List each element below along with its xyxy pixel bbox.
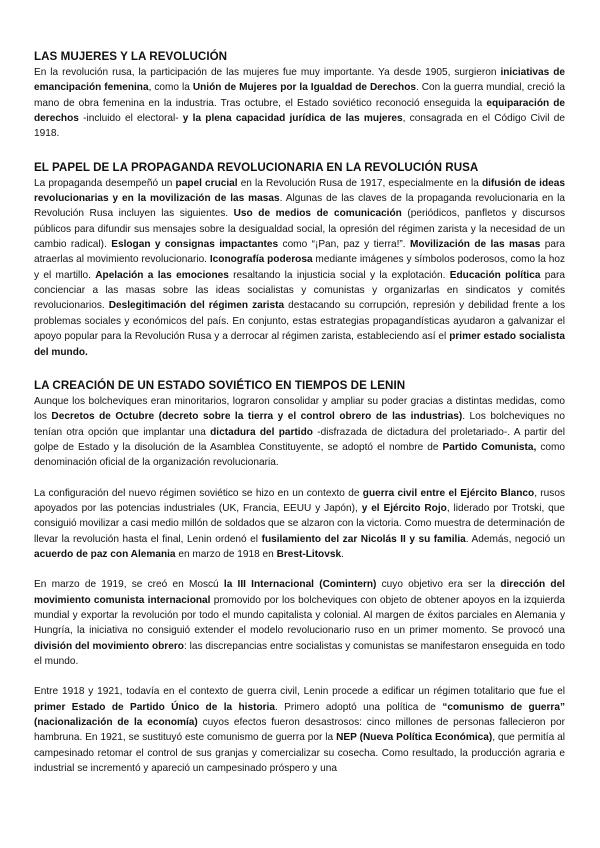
text-run: destacando su corrupción, represión y debilidad frente a los problemas sociales y económicos del país. En conjunto, estas estrategias propagandísticas ayudaron a galvanizar el apoyo popular para la Revolución Rusa y a derrocar al régimen zarista, estableciendo así el	[34, 300, 566, 343]
text-run: cuyos efectos fueron desastrosos: cinco millones de personas fallecieron por hambruna. En 1921, se sustituyó este comunismo de guerra por la	[34, 717, 565, 744]
text-run: para atraerlas al movimiento revolucionario.	[34, 239, 565, 266]
text-run: En marzo de 1919, se creó en Moscú	[34, 579, 224, 591]
bold-text: primer estado socialista del mundo.	[34, 331, 565, 358]
text-run: promovido por los bolcheviques con objeto de obtener apoyos en la izquierda mundial y exportar la revolución por todo el mundo capitalista y colonial. Al margen de éxitos parciales en Alemania y Hungría, la iniciativa no consiguió extender el modelo revolucionario ruso en un primer momento. Se provocó una	[34, 594, 565, 637]
bold-text: división del movimiento obrero	[34, 640, 184, 652]
bold-text: acuerdo de paz con Alemania	[34, 548, 176, 560]
text-run: En la revolución rusa, la participación de las mujeres fue muy importante. Ya desde 1905, surgieron	[34, 67, 501, 78]
bold-text: NEP (Nueva Política Económica)	[336, 732, 493, 744]
text-run: en marzo de 1918 en	[175, 548, 277, 560]
text-run: Entre 1918 y 1921, todavía en el contexto de guerra civil, Lenin procede a edificar un régimen totalitario que fue el	[34, 686, 565, 698]
bold-text: Unión de Mujeres por la Igualdad de Derechos	[192, 82, 416, 94]
text-run: cuyo objetivo era ser la	[376, 579, 501, 591]
paragraph	[34, 176, 565, 360]
paragraph	[34, 684, 565, 776]
text-run: mediante imágenes y símbolos poderosos, como la hoz y el martillo.	[34, 254, 565, 281]
bold-text: papel crucial	[175, 177, 238, 189]
bold-text: Movilización de las masas	[409, 239, 541, 251]
bold-text: Eslogan y consignas impactantes	[111, 239, 279, 251]
bold-text: y la plena capacidad jurídica de las mujeres	[182, 113, 403, 125]
text-run: -disfrazada de dictadura del proletariado-. A partir del golpe de Estado y la disolución de la Asamblea Constituyente, se adoptó el nombre de	[34, 426, 565, 453]
bold-text: equiparación de derechos	[34, 97, 566, 125]
bold-text: fusilamiento del zar Nicolás II y su familia	[261, 533, 466, 545]
text-run: , como la	[148, 82, 193, 94]
section-title: LA CREACIÓN DE UN ESTADO SOVIÉTICO EN TIEMPOS DE LENIN	[34, 378, 406, 392]
text-run: , que permitía al campesinado retomar el control de sus granjas y comercializar su cosecha. Como resultado, la producción agraria e industrial se incrementó y apareció un campesinado próspero y una	[34, 732, 565, 775]
text-run: Aunque los bolcheviques eran minoritarios, lograron consolidar y ampliar su poder gracias a distintas medidas, como los	[34, 395, 565, 423]
text-run: para concienciar a las masas sobre las ideas socialistas y comunistas y organizarlas en sindicatos y comités revolucionarios.	[34, 269, 565, 312]
bold-text: y el Ejército Rojo	[361, 502, 447, 514]
text-run: : las discrepancias entre socialistas y comunistas se manifestaron enseguida en todo el mundo.	[34, 640, 566, 667]
text-run: .	[341, 548, 344, 560]
bold-text: Educación política	[449, 269, 541, 281]
paragraph	[34, 65, 565, 142]
bold-text: difusión de ideas revolucionarias y en la movilización de las masas	[34, 177, 565, 205]
bold-text: “comunismo de guerra” (nacionalización de la economía)	[34, 701, 566, 729]
text-run: La propaganda desempeñó un	[34, 177, 176, 189]
text-run: , rusos apoyados por las potencias industriales (UK, Francia, EEUU y Japón),	[34, 487, 565, 514]
text-run: . Primero adoptó una política de	[274, 701, 443, 713]
text-run: La configuración del nuevo régimen soviético se hizo en un contexto de	[34, 487, 363, 499]
section-title: LAS MUJERES Y LA REVOLUCIÓN	[34, 50, 228, 63]
text-run: (periódicos, panfletos y discursos públicos para difundir sus mensajes sobre la desigualdad social, la opresión del régimen zarista y la necesidad de un cambio radical).	[34, 208, 565, 251]
text-run: como “¡Pan, paz y tierra!”.	[278, 239, 410, 251]
section-estado-sovietico	[34, 379, 565, 777]
text-run: . Con la guerra mundial, creció la mano de obra femenina en la industria. Tras octubre, el Estado soviético reconoció enseguida la	[34, 82, 566, 109]
text-run: como denominación oficial de la organización revolucionaria.	[34, 441, 566, 469]
text-run: . Los bolcheviques no tenían otra opción que implantar una	[34, 411, 565, 438]
bold-text: guerra civil entre el Ejército Blanco	[362, 487, 535, 499]
bold-text: Deslegitimación del régimen zarista	[108, 300, 285, 312]
text-run: resaltando la injusticia social y la explotación.	[228, 269, 450, 281]
bold-text: Uso de medios de comunicación	[233, 208, 402, 220]
bold-text: Apelación a las emociones	[95, 269, 229, 281]
bold-text: dirección del movimiento comunista internacional	[34, 579, 565, 606]
text-run: -incluido el electoral-	[78, 113, 183, 125]
bold-text: Partido Comunista,	[442, 441, 537, 453]
bold-text: Brest-Litovsk	[276, 548, 342, 560]
text-run: , consagrada en el Código Civil de 1918.	[34, 113, 565, 140]
text-run: en la Revolución Rusa de 1917, especialmente en la	[237, 177, 482, 189]
paragraph	[34, 486, 565, 563]
text-run: . Además, negoció un	[465, 533, 566, 545]
section-propaganda	[34, 161, 565, 360]
bold-text: primer Estado de Partido Único de la historia	[34, 701, 275, 713]
bold-text: iniciativas de emancipación femenina	[34, 67, 565, 94]
bold-text: dictadura del partido	[210, 426, 313, 438]
paragraph	[34, 577, 565, 669]
bold-text: Iconografía poderosa	[209, 254, 313, 266]
paragraph	[34, 394, 565, 471]
bold-text: la III Internacional (Comintern)	[223, 579, 377, 591]
text-run: , liderado por Trotski, que consiguió movilizar a casi medio millón de soldados que se alzaron con la victoria. Como muestra de determinación de llevar la revolución hasta el final, Lenin ordenó el	[34, 502, 565, 545]
section-title: EL PAPEL DE LA PROPAGANDA REVOLUCIONARIA EN LA REVOLUCIÓN RUSA	[34, 160, 479, 174]
section-mujeres	[34, 50, 565, 142]
bold-text: Decretos de Octubre (decreto sobre la tierra y el control obrero de las industrias)	[51, 411, 463, 423]
text-run: . Algunas de las claves de la propaganda revolucionaria en la Revolución Rusa incluyen las siguientes.	[34, 193, 566, 220]
